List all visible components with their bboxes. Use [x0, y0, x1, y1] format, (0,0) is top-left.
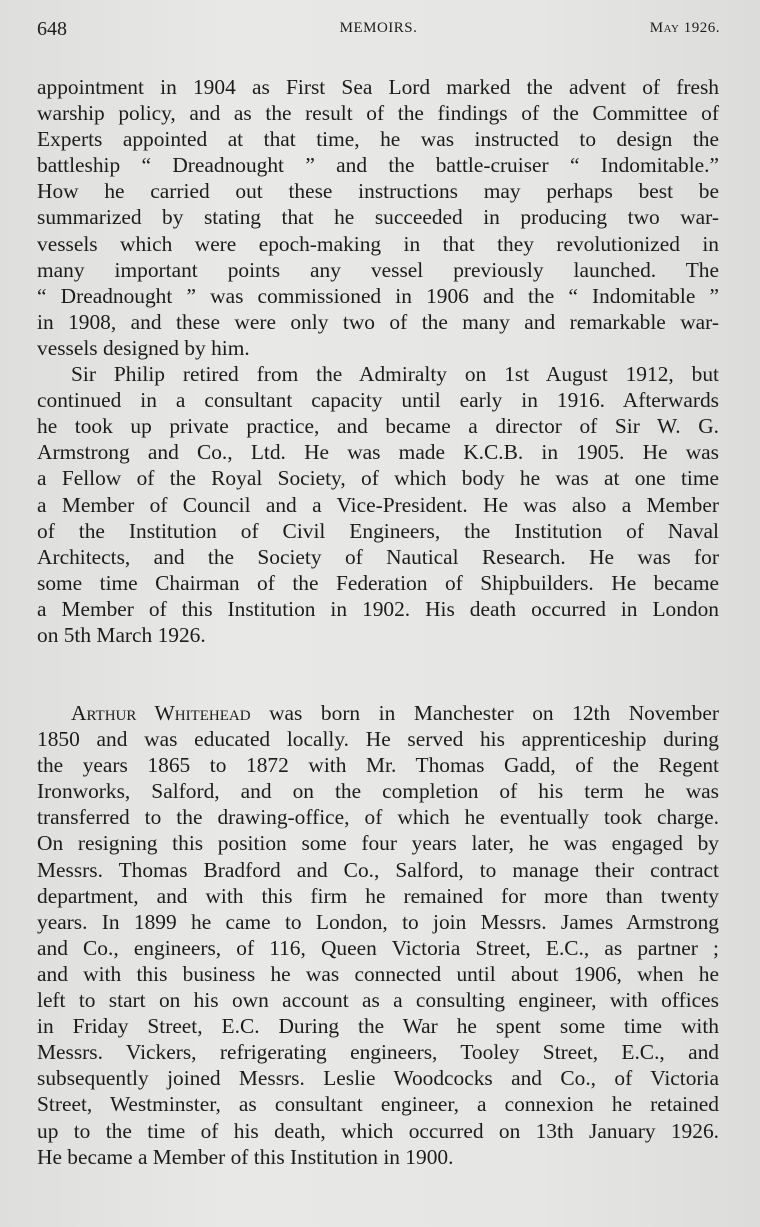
memoir-subject-name: Arthur Whitehead	[71, 701, 251, 725]
text-line: some time Chairman of the Federation of Shipbuilders. He became	[37, 570, 719, 595]
text-line: Ironworks, Salford, and on the completion of his term he was	[37, 779, 719, 804]
text-line: summarized by stating that he succeeded in producing two war-	[37, 205, 719, 230]
text-line: in Friday Street, E.C. During the War he spent some time with	[37, 1014, 719, 1039]
section-title: MEMOIRS.	[339, 20, 418, 36]
whitehead-paragraph	[37, 700, 719, 1170]
career-paragraph	[37, 361, 719, 648]
text-line: and Co., engineers, of 116, Queen Victoria Street, E.C., as partner ;	[37, 935, 719, 960]
text-line: department, and with this firm he remained for more than twenty	[37, 883, 719, 908]
text-line: a Member of this Institution in 1902. His death occurred in London	[37, 596, 719, 621]
text-line: Architects, and the Society of Nautical Research. He was for	[37, 544, 719, 569]
continuation-paragraph	[37, 74, 719, 361]
text-line: a Member of Council and a Vice-President. He was also a Member	[37, 492, 719, 517]
text-line: left to start on his own account as a consulting engineer, with offices	[37, 988, 719, 1013]
text-line: continued in a consultant capacity until early in 1916. Afterwards	[37, 388, 719, 413]
text-line: vessels designed by him.	[37, 335, 250, 360]
text-line: warship policy, and as the result of the findings of the Committee of	[37, 101, 719, 126]
text-line: subsequently joined Messrs. Leslie Woodcocks and Co., of Victoria	[37, 1066, 719, 1091]
memoir-philip-watts	[37, 74, 719, 648]
issue-date: May 1926.	[649, 20, 720, 36]
text-line: Experts appointed at that time, he was instructed to design the	[37, 127, 719, 152]
text-line: 1850 and was educated locally. He served his apprenticeship during	[37, 727, 719, 752]
text-line: How he carried out these instructions may perhaps best be	[37, 179, 719, 204]
text-line: “ Dreadnought ” was commissioned in 1906 and the “ Indomitable ”	[37, 283, 719, 308]
text-line: and with this business he was connected until about 1906, when he	[37, 961, 719, 986]
text-line: on 5th March 1926.	[37, 622, 206, 647]
text-line: he took up private practice, and became a director of Sir W. G.	[37, 414, 719, 439]
text-line: He became a Member of this Institution in 1900.	[37, 1144, 454, 1169]
text-line: Armstrong and Co., Ltd. He was made K.C.B. in 1905. He was	[37, 440, 719, 465]
text-span: was born in Manchester on 12th November	[269, 701, 719, 725]
text-line: Sir Philip retired from the Admiralty on 1st August 1912, but	[71, 362, 719, 387]
text-line: years. In 1899 he came to London, to join Messrs. James Armstrong	[37, 909, 719, 934]
text-line: a Fellow of the Royal Society, of which body he was at one time	[37, 466, 719, 491]
text-line: Messrs. Vickers, refrigerating engineers, Tooley Street, E.C., and	[37, 1040, 719, 1065]
text-line: transferred to the drawing-office, of which he eventually took charge.	[37, 805, 719, 830]
text-line: battleship “ Dreadnought ” and the battle-cruiser “ Indomitable.”	[37, 153, 719, 178]
text-line: of the Institution of Civil Engineers, the Institution of Naval	[37, 518, 719, 543]
text-line: Street, Westminster, as consultant engineer, a connexion he retained	[37, 1092, 719, 1117]
text-line: up to the time of his death, which occurred on 13th January 1926.	[37, 1118, 719, 1143]
text-line	[37, 700, 719, 726]
page-number: 648	[37, 18, 67, 40]
text-line: many important points any vessel previously launched. The	[37, 257, 719, 282]
text-line: Messrs. Thomas Bradford and Co., Salford, to manage their contract	[37, 857, 719, 882]
text-line: vessels which were epoch-making in that they revolutionized in	[37, 231, 719, 256]
text-line: appointment in 1904 as First Sea Lord marked the advent of fresh	[37, 75, 719, 99]
memoir-arthur-whitehead	[37, 700, 719, 1170]
text-line: On resigning this position some four years later, he was engaged by	[37, 831, 719, 856]
running-head	[37, 18, 720, 42]
text-line: in 1908, and these were only two of the many and remarkable war-	[37, 309, 719, 334]
text-line: the years 1865 to 1872 with Mr. Thomas Gadd, of the Regent	[37, 753, 719, 778]
